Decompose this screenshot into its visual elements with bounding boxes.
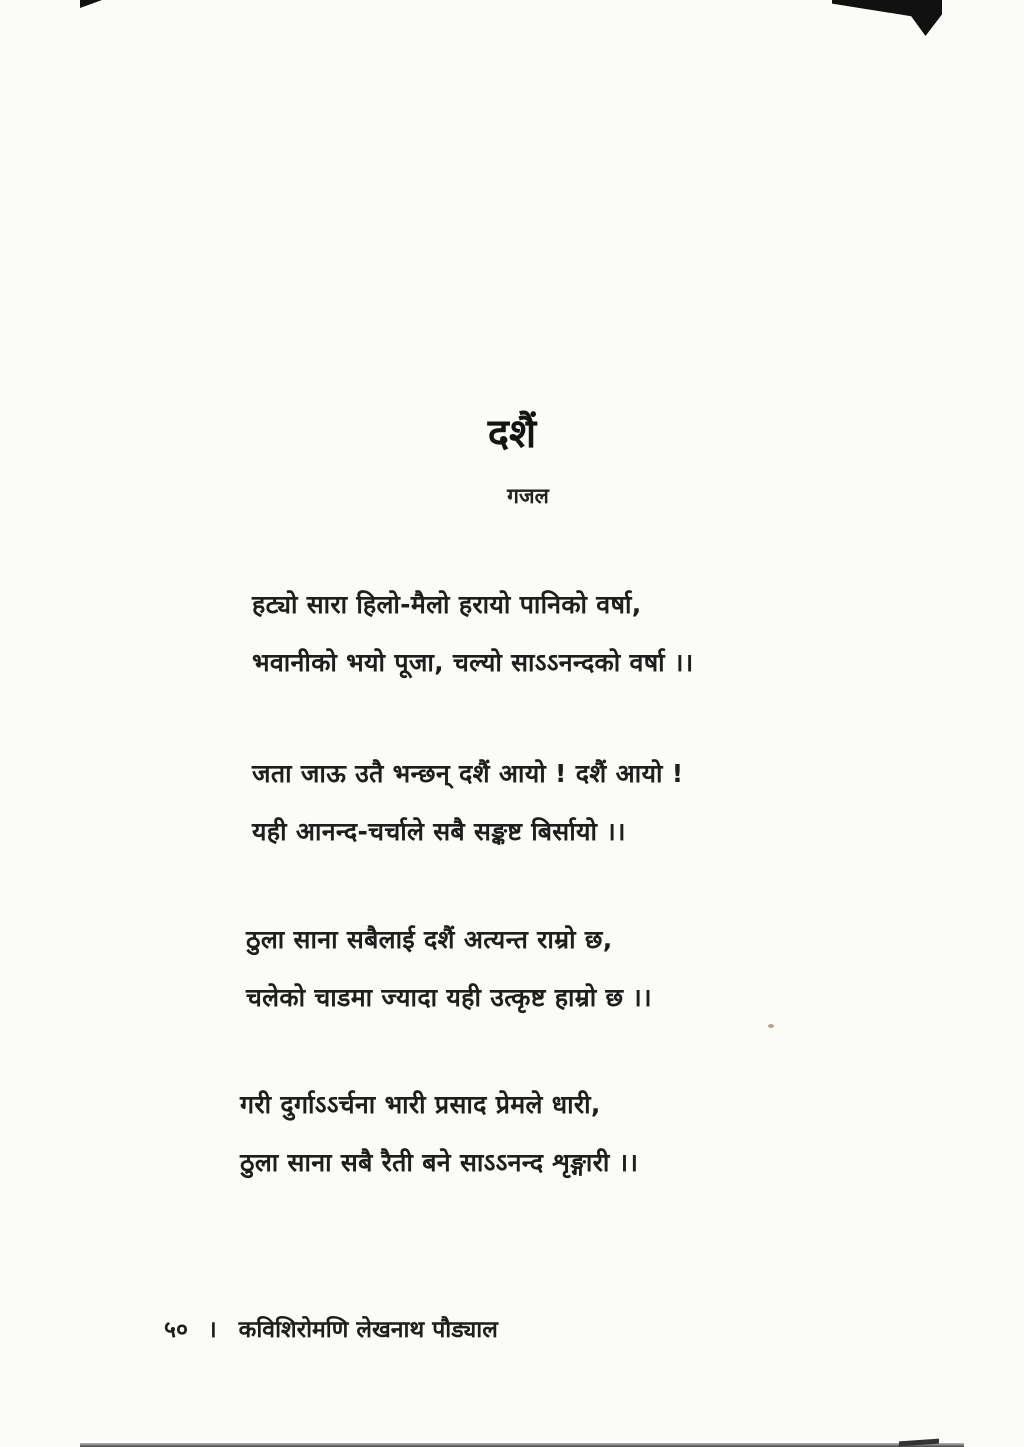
stanza-1 [252,576,892,692]
page-footer [164,1312,498,1344]
scan-edge-top-right [832,0,942,36]
book-title: कविशिरोमणि लेखनाथ पौड्याल [238,1317,498,1343]
footer-separator: । [207,1317,217,1343]
stanza-4 [240,1076,880,1192]
scan-edge-top-left [80,0,102,8]
stanza-2 [252,745,892,861]
poem-form: गजल [507,484,549,508]
verse-line: जता जाऊ उतै भन्छन् दशैं आयो ! दशैं आयो ! [252,759,684,788]
scan-edge-bottom [80,1443,964,1447]
verse-line: चलेको चाडमा ज्यादा यही उत्कृष्ट हाम्रो छ ।। [246,983,652,1012]
poem-title: दशैं [487,410,537,457]
verse-line: ठुला साना सबै रैती बने साऽऽनन्द शृङ्गारी ।। [240,1148,639,1177]
verse-line: गरी दुर्गाऽऽर्चना भारी प्रसाद प्रेमले धारी, [240,1090,601,1119]
stanza-3 [246,911,886,1027]
verse-line: भवानीको भयो पूजा, चल्यो साऽऽनन्दको वर्षा ।। [252,648,694,677]
verse-line: ठुला साना सबैलाई दशैं अत्यन्त राम्रो छ, [246,925,613,954]
verse-line: यही आनन्द-चर्चाले सबै सङ्कष्ट बिर्सायो ।। [252,817,626,846]
page-number: ५० [164,1317,188,1343]
verse-line: हट्यो सारा हिलो-मैलो हरायो पानिको वर्षा, [252,590,642,619]
